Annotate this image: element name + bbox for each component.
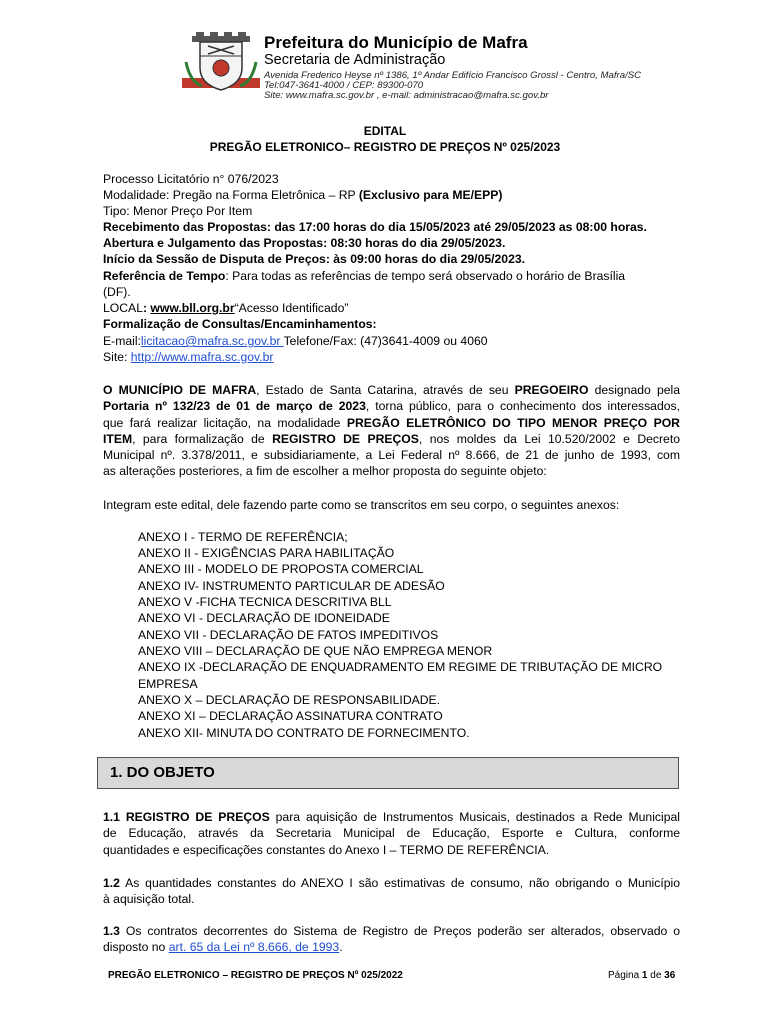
annex-item: ANEXO III - MODELO DE PROPOSTA COMERCIAL: [138, 562, 424, 576]
bll-link[interactable]: www.bll.org.br: [150, 301, 235, 315]
page-number: Página 1 de 36: [608, 970, 676, 981]
edital-title: EDITAL: [363, 124, 407, 138]
annex-item: ANEXO VI - DECLARAÇÃO DE IDONEIDADE: [138, 611, 390, 625]
annex-item: ANEXO I - TERMO DE REFERÊNCIA;: [138, 530, 348, 544]
abertura-line: Abertura e Julgamento das Propostas: 08:30 horas do dia 29/05/2023.: [103, 236, 506, 250]
annex-item: ANEXO X – DECLARAÇÃO DE RESPONSABILIDADE.: [138, 693, 441, 707]
municipal-crest-logo: [182, 32, 260, 96]
integram-line: Integram este edital, dele fazendo parte como se transcritos em seu corpo, o seguintes anexos:: [103, 498, 620, 512]
email-line: E-mail:licitacao@mafra.sc.gov.br Telefone/Fax: (47)3641-4009 ou 4060: [103, 334, 488, 348]
clause-1-1: 1.1 REGISTRO DE PREÇOS para aquisição de Instrumentos Musicais, destinados a Rede Municipal de Educação, através da Secretaria Municipal de Educação, Esporte e Cultura, conforme quantidades e especificações constantes do Anexo I – TERMO DE REFERÊNCIA.: [103, 810, 680, 857]
section-title: 1. DO OBJETO: [110, 764, 215, 781]
referencia-cont: (DF).: [103, 285, 131, 299]
annex-item: ANEXO VII - DECLARAÇÃO DE FATOS IMPEDITIVOS: [138, 628, 439, 642]
modalidade-line: Modalidade: Pregão na Forma Eletrônica – RP (Exclusivo para ME/EPP): [103, 188, 503, 202]
email-link[interactable]: licitacao@mafra.sc.gov.br: [140, 334, 284, 348]
inicio-line: Início da Sessão de Disputa de Preços: às 09:00 horas do dia 29/05/2023.: [103, 252, 526, 266]
clause-1-3: 1.3 Os contratos decorrentes do Sistema de Registro de Preços poderão ser alterados, observado o disposto no art. 65 da Lei nº 8.666, de 1993.: [103, 924, 680, 955]
header-address: Avenida Frederico Heyse nº 1386, 1º Andar Edifício Francisco Grossl - Centro, Mafra/SC: [264, 70, 642, 81]
header-site: Site: www.mafra.sc.gov.br , e-mail: administracao@mafra.sc.gov.br: [264, 90, 549, 101]
formalizacao-line: Formalização de Consultas/Encaminhamentos:: [103, 317, 377, 331]
tipo-line: Tipo: Menor Preço Por Item: [103, 204, 253, 218]
law-link[interactable]: art. 65 da Lei nº 8.666, de 1993: [168, 940, 340, 955]
annex-item: ANEXO XII- MINUTA DO CONTRATO DE FORNECIMENTO.: [138, 726, 470, 740]
clause-1-2: 1.2 As quantidades constantes do ANEXO I são estimativas de consumo, não obrigando o Município à aquisição total.: [103, 876, 680, 907]
recebimento-line: Recebimento das Propostas: das 17:00 horas do dia 15/05/2023 até 29/05/2023 as 08:00 horas.: [103, 220, 647, 234]
processo-line: Processo Licitatório n° 076/2023: [103, 172, 279, 186]
edital-subtitle: PREGÃO ELETRONICO– REGISTRO DE PREÇOS Nº 025/2023: [209, 140, 561, 154]
site-line: Site: http://www.mafra.sc.gov.br: [103, 350, 274, 364]
annex-item: ANEXO VIII – DECLARAÇÃO DE QUE NÃO EMPREGA MENOR: [138, 644, 493, 658]
annex-item: ANEXO II - EXIGÊNCIAS PARA HABILITAÇÃO: [138, 546, 395, 560]
site-link[interactable]: http://www.mafra.sc.gov.br: [130, 350, 274, 364]
referencia-line: Referência de Tempo: Para todas as referências de tempo será observado o horário de Brasília: [103, 269, 626, 283]
annex-item: ANEXO IV- INSTRUMENTO PARTICULAR DE ADESÃO: [138, 579, 445, 593]
intro-paragraph: O MUNICÍPIO DE MAFRA, Estado de Santa Catarina, através de seu PREGOEIRO designado pela Portaria nº 132/23 de 01 de março de 2023, torna público, para o conhecimento dos interessados, que fará realizar licitação, na modalidade PREGÃO ELETRÔNICO DO TIPO MENOR PREÇO POR ITEM, para formalização de REGISTRO DE PREÇOS, nos moldes da Lei 10.520/2002 e Decreto Municipal nº. 3.378/2011, e subsidiariamente, a Lei Federal nº 8.666, de 21 de junho de 1993, com as alterações posteriores, a fim de escolher a melhor proposta do seguinte objeto:: [103, 383, 680, 479]
annex-item: EMPRESA: [138, 677, 198, 691]
local-line: LOCAL: www.bll.org.br“Acesso Identificado”: [103, 301, 349, 315]
header-title: Prefeitura do Município de Mafra: [264, 33, 528, 52]
footer-title: PREGÃO ELETRONICO – REGISTRO DE PREÇOS Nº 025/2022: [108, 970, 403, 981]
annex-item: ANEXO IX -DECLARAÇÃO DE ENQUADRAMENTO EM REGIME DE TRIBUTAÇÃO DE MICRO: [138, 660, 663, 674]
annex-item: ANEXO V -FICHA TECNICA DESCRITIVA BLL: [138, 595, 392, 609]
header-phone: Tel:047-3641-4000 / CEP: 89300-070: [264, 80, 424, 91]
header-subtitle: Secretaria de Administração: [264, 52, 446, 68]
annex-item: ANEXO XI – DECLARAÇÃO ASSINATURA CONTRATO: [138, 709, 443, 723]
